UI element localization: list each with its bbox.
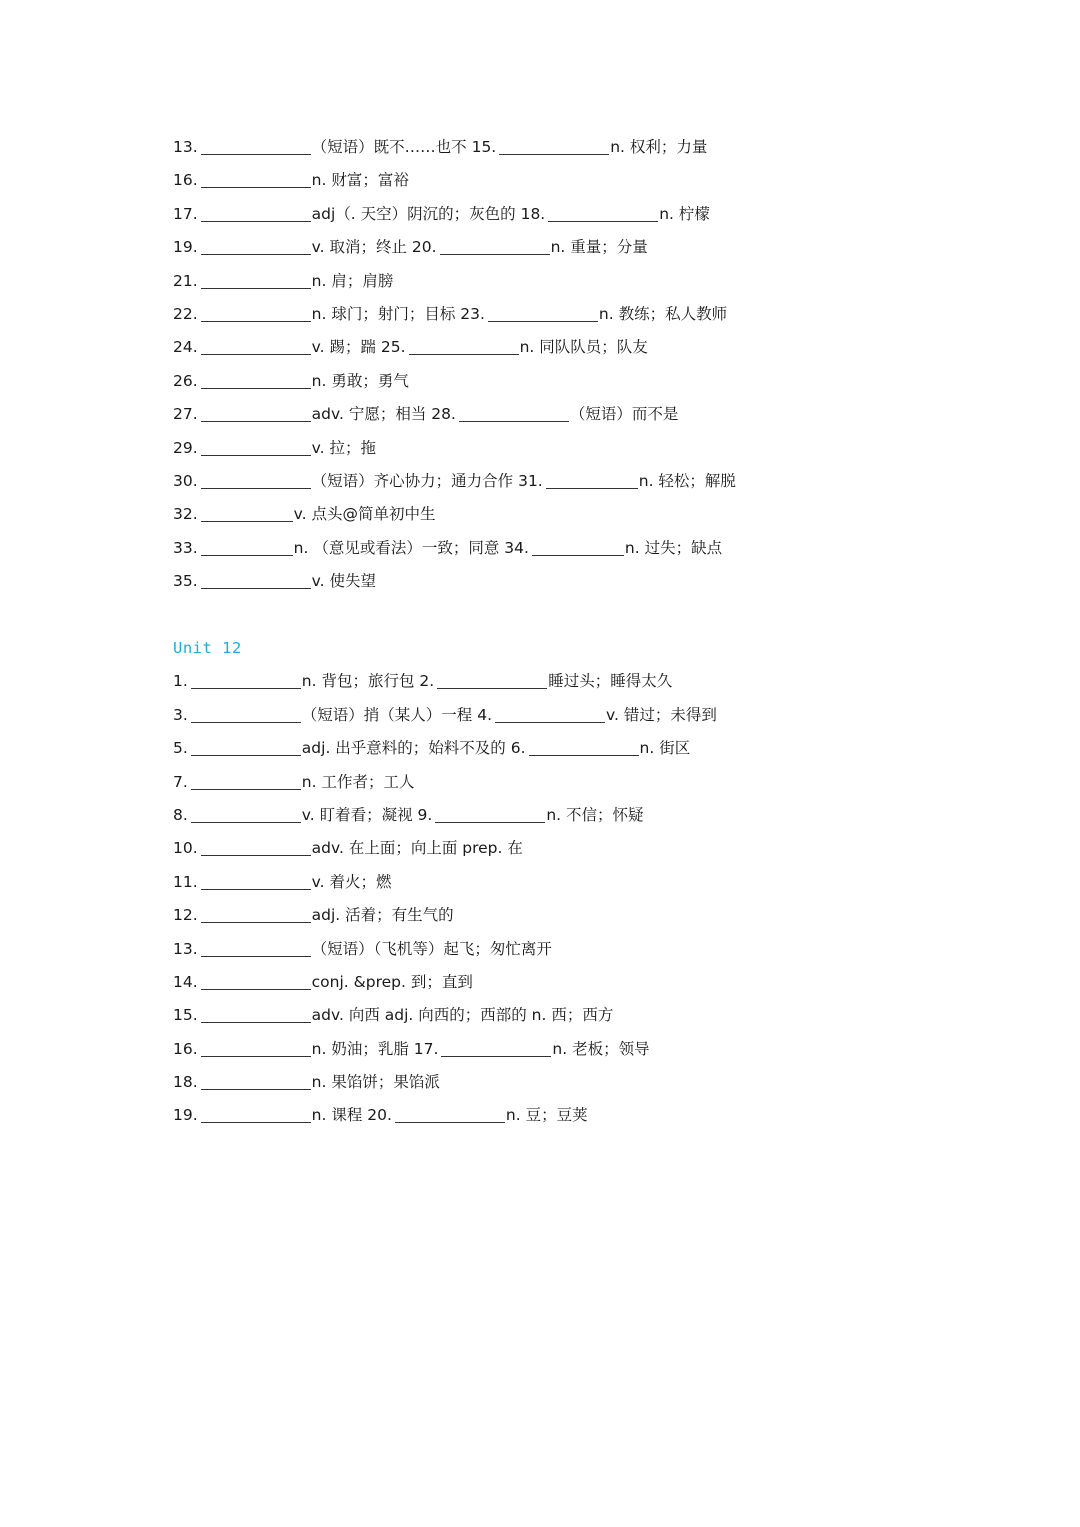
- item-definition: n. 权利；力量: [610, 138, 708, 156]
- vocab-line: [173, 1001, 933, 1034]
- item-number: 8.: [173, 805, 188, 824]
- item-number: 29.: [173, 438, 198, 457]
- item-number: 11.: [173, 872, 198, 891]
- item-definition: n. 果馅饼；果馅派: [311, 1073, 440, 1092]
- answer-blank[interactable]: [201, 972, 311, 990]
- answer-blank[interactable]: [201, 838, 311, 856]
- vocab-line: [173, 133, 933, 166]
- item-definition: （短语）既不……也不 15.: [311, 138, 497, 156]
- item-definition: adj. 活着；有生气的: [311, 906, 454, 925]
- item-definition: n. 重量；分量: [550, 238, 648, 257]
- item-definition: n. 课程 20.: [311, 1106, 392, 1125]
- vocab-section-unit-11: [173, 133, 933, 600]
- item-definition: n. 勇敢；勇气: [311, 371, 409, 390]
- vocab-line: [173, 935, 933, 968]
- answer-blank[interactable]: [201, 504, 293, 522]
- answer-blank[interactable]: [201, 438, 311, 456]
- item-definition: v. 盯着看；凝视 9.: [301, 805, 433, 824]
- item-definition: n. 奶油；乳脂 17.: [311, 1039, 439, 1058]
- item-number: 13.: [173, 939, 198, 958]
- vocab-section-unit-12: [173, 634, 933, 1135]
- vocab-line: [173, 567, 933, 600]
- item-number: 7.: [173, 772, 188, 791]
- item-number: 27.: [173, 405, 198, 424]
- item-definition: 睡过头；睡得太久: [548, 672, 673, 691]
- answer-blank[interactable]: [548, 204, 658, 222]
- item-definition: v. 错过；未得到: [606, 705, 717, 724]
- item-number: 10.: [173, 839, 198, 858]
- vocab-line: [173, 467, 933, 500]
- vocab-line: [173, 1068, 933, 1101]
- item-definition: n. 豆；豆荚: [505, 1106, 588, 1125]
- vocab-line: [173, 1101, 933, 1134]
- item-definition: v. 踢；踹 25.: [311, 338, 406, 357]
- answer-blank[interactable]: [529, 738, 639, 756]
- item-number: 16.: [173, 171, 198, 190]
- vocab-line: [173, 534, 933, 567]
- vocab-line: [173, 901, 933, 934]
- item-definition: n. 背包；旅行包 2.: [301, 672, 435, 691]
- answer-blank[interactable]: [201, 170, 311, 188]
- item-number: 12.: [173, 906, 198, 925]
- vocab-line: [173, 701, 933, 734]
- item-definition: v. 着火；燃: [311, 872, 392, 891]
- answer-blank[interactable]: [201, 939, 311, 957]
- answer-blank[interactable]: [201, 337, 311, 355]
- item-number: 14.: [173, 972, 198, 991]
- item-number: 30.: [173, 471, 198, 490]
- answer-blank[interactable]: [546, 471, 638, 489]
- item-definition: n. 柠檬: [659, 204, 710, 223]
- item-number: 26.: [173, 371, 198, 390]
- item-definition: n. 同队队员；队友: [519, 338, 648, 357]
- answer-blank[interactable]: [201, 905, 311, 923]
- vocab-line: [173, 868, 933, 901]
- answer-blank[interactable]: [191, 738, 301, 756]
- answer-blank[interactable]: [201, 304, 311, 322]
- answer-blank[interactable]: [191, 705, 301, 723]
- item-number: 13.: [173, 138, 198, 156]
- answer-blank[interactable]: [441, 1039, 551, 1057]
- item-number: 17.: [173, 204, 198, 223]
- item-number: 16.: [173, 1039, 198, 1058]
- answer-blank[interactable]: [191, 671, 301, 689]
- answer-blank[interactable]: [201, 571, 311, 589]
- answer-blank[interactable]: [488, 304, 598, 322]
- item-definition: conj. &prep. 到；直到: [311, 972, 473, 991]
- answer-blank[interactable]: [440, 237, 550, 255]
- item-number: 21.: [173, 271, 198, 290]
- item-definition: v. 取消；终止 20.: [311, 238, 437, 257]
- answer-blank[interactable]: [435, 805, 545, 823]
- item-definition: v. 使失望: [311, 572, 376, 591]
- item-definition: v. 点头@简单初中生: [293, 505, 436, 524]
- item-definition: adj. 出乎意料的；始料不及的 6.: [301, 739, 526, 758]
- item-number: 5.: [173, 739, 188, 758]
- vocab-line: [173, 166, 933, 199]
- vocab-line: [173, 734, 933, 767]
- answer-blank[interactable]: [201, 371, 311, 389]
- item-number: 19.: [173, 1106, 198, 1125]
- answer-blank[interactable]: [395, 1105, 505, 1123]
- item-definition: n. （意见或看法）一致；同意 34.: [293, 538, 529, 557]
- unit-title: Unit 12: [173, 639, 242, 657]
- vocab-line: [173, 300, 933, 333]
- item-number: 19.: [173, 238, 198, 257]
- vocab-line: [173, 1035, 933, 1068]
- item-definition: n. 财富；富裕: [311, 171, 409, 190]
- vocab-line: [173, 667, 933, 700]
- answer-blank[interactable]: [201, 271, 311, 289]
- item-number: 32.: [173, 505, 198, 524]
- answer-blank[interactable]: [201, 237, 311, 255]
- item-number: 3.: [173, 705, 188, 724]
- vocab-line: [173, 801, 933, 834]
- item-number: 35.: [173, 572, 198, 591]
- item-definition: n. 教练；私人教师: [598, 304, 728, 323]
- item-definition: n. 老板；领导: [552, 1039, 650, 1058]
- item-definition: n. 球门；射门；目标 23.: [311, 304, 485, 323]
- answer-blank[interactable]: [201, 872, 311, 890]
- item-definition: n. 肩；肩膀: [311, 271, 394, 290]
- answer-blank[interactable]: [191, 805, 301, 823]
- item-number: 18.: [173, 1073, 198, 1092]
- item-definition: （短语）而不是: [569, 405, 679, 424]
- item-definition: n. 工作者；工人: [301, 772, 415, 791]
- answer-blank[interactable]: [201, 1005, 311, 1023]
- vocab-line: [173, 400, 933, 433]
- item-definition: adv. 宁愿；相当 28.: [311, 405, 456, 424]
- answer-blank[interactable]: [201, 1072, 311, 1090]
- answer-blank[interactable]: [191, 772, 301, 790]
- item-definition: n. 轻松；解脱: [638, 471, 736, 490]
- vocab-line: [173, 500, 933, 533]
- answer-blank[interactable]: [201, 137, 311, 155]
- item-definition: n. 街区: [639, 739, 691, 758]
- item-definition: n. 过失；缺点: [624, 538, 723, 557]
- item-definition: （短语）捎（某人）一程 4.: [301, 705, 493, 724]
- vocab-line: [173, 834, 933, 867]
- item-number: 22.: [173, 304, 198, 323]
- item-definition: （短语）（飞机等）起飞；匆忙离开: [311, 939, 552, 958]
- answer-blank[interactable]: [201, 538, 293, 556]
- answer-blank[interactable]: [201, 1105, 311, 1123]
- answer-blank[interactable]: [532, 538, 624, 556]
- item-number: 33.: [173, 538, 198, 557]
- answer-blank[interactable]: [201, 471, 311, 489]
- answer-blank[interactable]: [495, 705, 605, 723]
- vocab-line: [173, 233, 933, 266]
- item-definition: v. 拉；拖: [311, 438, 376, 457]
- item-definition: adv. 向西 adj. 向西的；西部的 n. 西；西方: [311, 1006, 614, 1025]
- vocab-line: [173, 434, 933, 467]
- item-definition: n. 不信；怀疑: [546, 805, 644, 824]
- vocab-line: [173, 968, 933, 1001]
- vocab-line: [173, 267, 933, 300]
- answer-blank[interactable]: [459, 404, 569, 422]
- vocab-line: [173, 768, 933, 801]
- item-definition: adj（. 天空）阴沉的；灰色的 18.: [311, 204, 546, 223]
- item-number: 15.: [173, 1006, 198, 1025]
- item-definition: （短语）齐心协力；通力合作 31.: [311, 471, 543, 490]
- answer-blank[interactable]: [201, 404, 311, 422]
- vocab-line: [173, 367, 933, 400]
- vocab-line: [173, 200, 933, 233]
- answer-blank[interactable]: [499, 137, 609, 155]
- item-number: 1.: [173, 672, 188, 691]
- answer-blank[interactable]: [201, 1039, 311, 1057]
- answer-blank[interactable]: [437, 671, 547, 689]
- answer-blank[interactable]: [201, 204, 311, 222]
- vocab-line: [173, 333, 933, 366]
- answer-blank[interactable]: [409, 337, 519, 355]
- item-definition: adv. 在上面；向上面 prep. 在: [311, 839, 523, 858]
- item-number: 24.: [173, 338, 198, 357]
